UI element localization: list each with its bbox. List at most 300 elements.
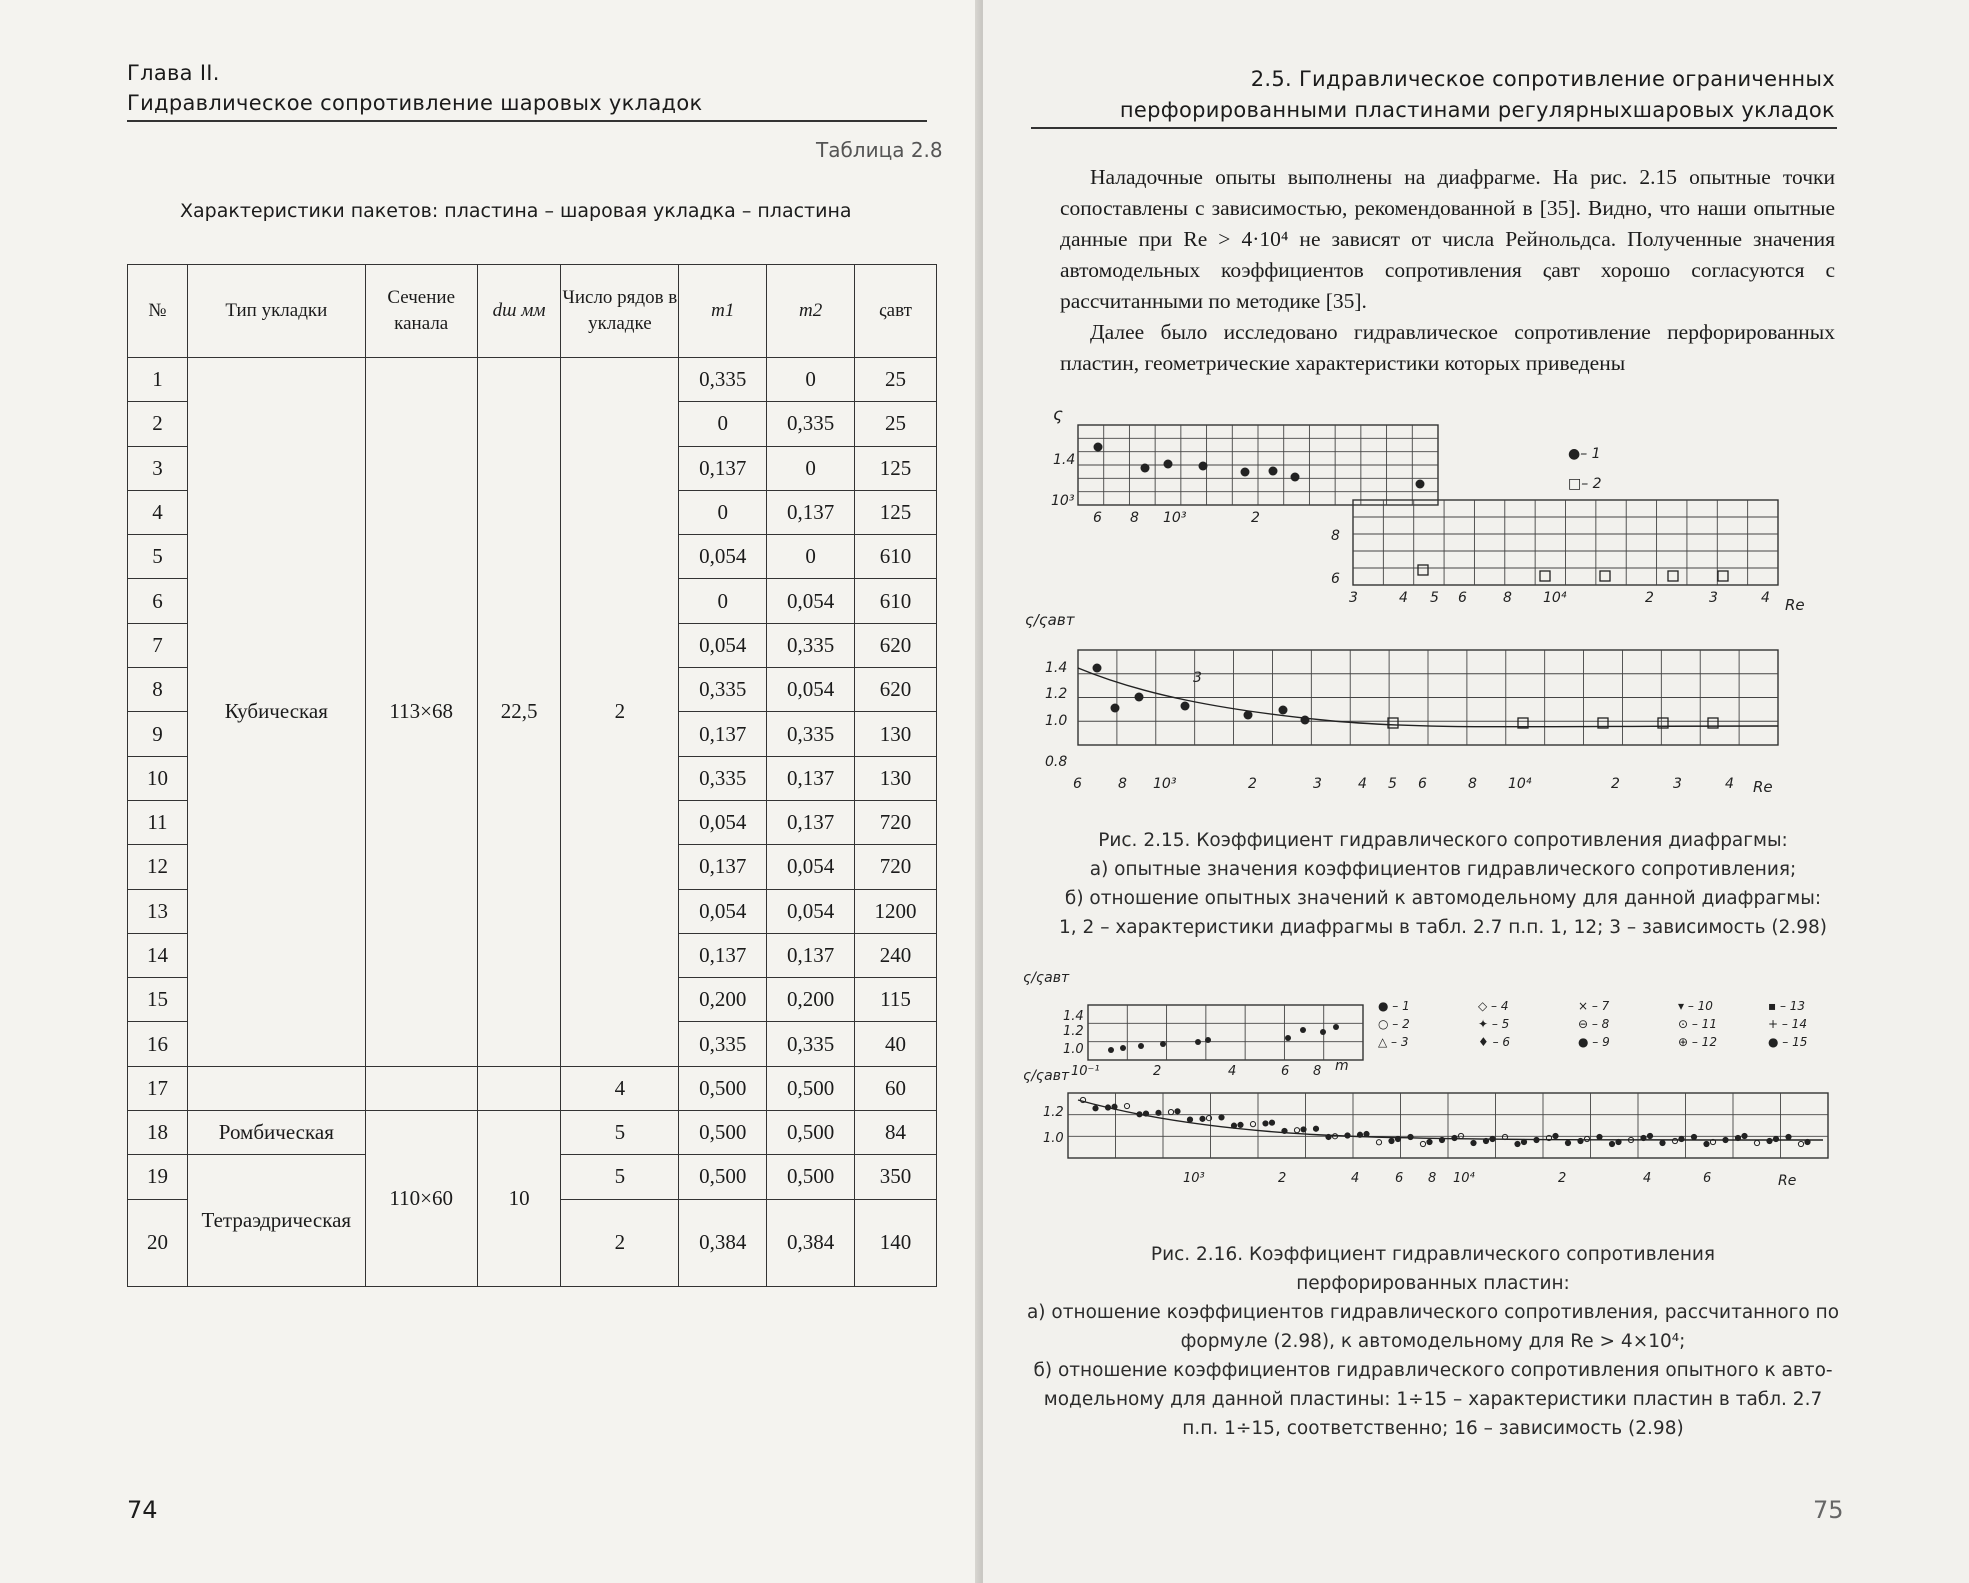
fig15a-point-1	[1141, 464, 1150, 473]
fig16-caption-line2: перфорированных пластин:	[1296, 1273, 1570, 1294]
fig16b-point	[1124, 1103, 1129, 1108]
m1-value: 0,137	[679, 845, 767, 889]
m2-value: 0	[767, 535, 855, 579]
fig15b-point-1	[1279, 706, 1288, 715]
zeta-value: 720	[855, 800, 937, 844]
fig15b-point-1	[1093, 664, 1102, 673]
fig16a-point	[1108, 1047, 1114, 1053]
fig15b-point-1	[1135, 693, 1144, 702]
fig16b-point	[1187, 1117, 1192, 1122]
fig16b-x-tick: 10⁴	[1453, 1171, 1475, 1186]
fig15a-point-2	[1600, 571, 1610, 581]
packing-type-cubic: Кубическая	[187, 358, 365, 1067]
fig16-caption-line6: модельному для данной пластины: 1÷15 – характеристики пластин в табл. 2.7	[1043, 1389, 1823, 1410]
fig16b-point	[1471, 1140, 1476, 1145]
m1-value: 0,335	[679, 1022, 767, 1066]
fig16b-x-tick: 2	[1278, 1171, 1287, 1186]
fig16b-point	[1553, 1133, 1558, 1138]
zeta-value: 1200	[855, 889, 937, 933]
fig16b-point	[1691, 1134, 1696, 1139]
fig16a-legend-item: ◇ – 4	[1478, 999, 1509, 1013]
zeta-value: 130	[855, 712, 937, 756]
m2-value: 0,335	[767, 402, 855, 446]
fig16a-x-tick: 6	[1281, 1064, 1290, 1079]
row-number: 19	[128, 1155, 188, 1199]
fig16b-point	[1345, 1133, 1350, 1138]
fig16b-point	[1168, 1109, 1173, 1114]
fig16a-tick-y: 1.2	[1063, 1024, 1084, 1039]
fig16a-point	[1333, 1024, 1339, 1030]
fig15b-x-tick: 2	[1611, 776, 1620, 792]
fig15a-x-tick-bottom: 2	[1645, 590, 1654, 606]
fig16b-point	[1704, 1141, 1709, 1146]
fig16a-legend-item: ⊕ – 12	[1678, 1035, 1717, 1049]
fig16b-point	[1672, 1138, 1677, 1143]
zeta-value: 610	[855, 535, 937, 579]
m2-value: 0,384	[767, 1199, 855, 1286]
row-count: 2	[561, 358, 679, 1067]
m2-value: 0,335	[767, 1022, 855, 1066]
fig16b-point	[1742, 1133, 1747, 1138]
fig16b-point	[1408, 1134, 1413, 1139]
fig16a-x-label: m	[1335, 1058, 1349, 1074]
fig15b-x-tick: 4	[1725, 776, 1734, 792]
fig15a-point-1	[1241, 468, 1250, 477]
fig16b-x-tick: 4	[1351, 1171, 1360, 1186]
fig16b-x-tick: 6	[1703, 1171, 1712, 1186]
m2-value: 0,500	[767, 1066, 855, 1110]
row-count: 5	[561, 1155, 679, 1199]
m1-value: 0,200	[679, 978, 767, 1022]
fig15a-x-tick-bottom: 6	[1458, 590, 1467, 606]
fig16a-legend-item: ▪ – 13	[1768, 999, 1806, 1013]
m1-value: 0	[679, 579, 767, 623]
zeta-value: 130	[855, 756, 937, 800]
table-row	[128, 1066, 937, 1110]
fig16a-point	[1205, 1037, 1211, 1043]
fig16b-point	[1200, 1116, 1205, 1121]
fig16-caption-line5: б) отношение коэффициентов гидравлического сопротивления опытного к авто-	[1033, 1360, 1833, 1381]
col-header-section: Сечение канала	[365, 265, 477, 358]
paragraph-2: Далее было исследовано гидравлическое сопротивление перфорированных пластин, геометрические характеристики которых приведены	[1060, 320, 1835, 375]
packing-type-cubic-cont	[187, 1066, 365, 1110]
fig16b-point	[1754, 1140, 1759, 1145]
fig16b-point	[1490, 1136, 1495, 1141]
row-number: 17	[128, 1066, 188, 1110]
fig16a-y-label: ς/ςавт	[1023, 970, 1070, 986]
row-count: 5	[561, 1111, 679, 1155]
fig15a-tick-y2: 8	[1331, 528, 1340, 544]
fig15-caption-line4: 1, 2 – характеристики диафрагмы в табл. 2.7 п.п. 1, 12; 3 – зависимость (2.98)	[1059, 917, 1827, 938]
packing-type-tetrahedral: Тетраэдрическая	[187, 1155, 365, 1286]
fig15-caption-line2: а) опытные значения коэффициентов гидравлического сопротивления;	[1089, 859, 1797, 880]
m1-value: 0,335	[679, 668, 767, 712]
fig16b-point	[1156, 1110, 1161, 1115]
fig16a-point	[1160, 1041, 1166, 1047]
m2-value: 0,335	[767, 712, 855, 756]
m2-value: 0,500	[767, 1155, 855, 1199]
fig15b-x-tick: 6	[1418, 776, 1427, 792]
m2-value: 0,200	[767, 978, 855, 1022]
m2-value: 0,137	[767, 490, 855, 534]
fig16-caption-line3: а) отношение коэффициентов гидравлического сопротивления, рассчитанного по	[1026, 1302, 1840, 1323]
zeta-value: 125	[855, 490, 937, 534]
m2-value: 0,054	[767, 889, 855, 933]
row-number: 16	[128, 1022, 188, 1066]
fig16b-point	[1263, 1121, 1268, 1126]
fig15a-x-tick-bottom: 4	[1399, 590, 1408, 606]
fig16b-point	[1597, 1134, 1602, 1139]
row-number: 8	[128, 668, 188, 712]
fig16b-x-tick: 2	[1558, 1171, 1567, 1186]
fig15a-x-tick-top: 10³	[1163, 510, 1187, 526]
fig15b-x-tick: 3	[1313, 776, 1322, 792]
fig16-caption-line7: п.п. 1÷15, соответственно; 16 – зависимость (2.98)	[1182, 1418, 1684, 1439]
m2-value: 0,054	[767, 668, 855, 712]
fig16a-legend-item: ● – 15	[1768, 1035, 1808, 1049]
m2-value: 0,335	[767, 623, 855, 667]
ball-diameter-blank	[477, 1066, 561, 1110]
fig15b-tick-y: 0.8	[1045, 754, 1068, 770]
zeta-value: 60	[855, 1066, 937, 1110]
fig16b-point	[1616, 1139, 1621, 1144]
zeta-value: 240	[855, 933, 937, 977]
fig15a-legend-2: □– 2	[1568, 476, 1602, 492]
fig15a-x-tick-bottom: 8	[1503, 590, 1512, 606]
m1-value: 0,054	[679, 623, 767, 667]
fig15a-x-tick-top: 8	[1130, 510, 1139, 526]
m2-value: 0,137	[767, 800, 855, 844]
fig16b-point	[1609, 1141, 1614, 1146]
fig16b-point	[1093, 1106, 1098, 1111]
fig16a-legend-item: ● – 1	[1378, 999, 1410, 1013]
fig16a-legend-item: ● – 9	[1578, 1035, 1610, 1049]
fig16b-point	[1313, 1126, 1318, 1131]
fig16a-x-tick: 8	[1313, 1064, 1322, 1079]
fig15a-x-tick-bottom: 4	[1761, 590, 1770, 606]
fig16b-point	[1483, 1138, 1488, 1143]
zeta-value: 115	[855, 978, 937, 1022]
fig16-caption-line1: Рис. 2.16. Коэффициент гидравлического сопротивления	[1150, 1244, 1716, 1265]
fig16b-x-tick: 4	[1643, 1171, 1652, 1186]
row-number: 18	[128, 1111, 188, 1155]
fig15b-point-1	[1181, 702, 1190, 711]
header-rule-right	[1031, 127, 1837, 129]
fig15a-point-2	[1418, 565, 1428, 575]
fig16a-legend-item: △ – 3	[1378, 1035, 1409, 1049]
chapter-label: Глава II.	[127, 61, 220, 85]
chapter-title: Гидравлическое сопротивление шаровых укладок	[127, 91, 703, 115]
m1-value: 0,054	[679, 535, 767, 579]
fig16b-point	[1427, 1139, 1432, 1144]
fig16b-point	[1231, 1123, 1236, 1128]
row-number: 20	[128, 1199, 188, 1286]
fig16b-point	[1137, 1112, 1142, 1117]
m1-value: 0	[679, 490, 767, 534]
fig16-caption-line4: формуле (2.98), к автомодельному для Re > 4×10⁴;	[1180, 1331, 1686, 1352]
m1-value: 0,500	[679, 1066, 767, 1110]
fig16b-point	[1515, 1141, 1520, 1146]
fig15b-tick-y: 1.2	[1045, 686, 1068, 702]
fig15b-point-1	[1301, 716, 1310, 725]
fig15b-x-tick: 2	[1248, 776, 1257, 792]
fig16a-legend-item: ♦ – 6	[1478, 1035, 1511, 1049]
row-number: 3	[128, 446, 188, 490]
col-header-zeta: ςавт	[855, 265, 937, 358]
fig15a-point-2	[1718, 571, 1728, 581]
fig16a-x-tick: 4	[1228, 1064, 1237, 1079]
fig15b-x-tick: 6	[1073, 776, 1082, 792]
m1-value: 0,054	[679, 889, 767, 933]
zeta-value: 25	[855, 358, 937, 402]
fig16a-point	[1195, 1039, 1201, 1045]
fig16b-point	[1143, 1111, 1148, 1116]
fig16a-legend-item: ○ – 2	[1378, 1017, 1410, 1031]
m2-value: 0,500	[767, 1111, 855, 1155]
row-number: 9	[128, 712, 188, 756]
page-number-left: 74	[127, 1496, 158, 1524]
fig16b-point	[1175, 1109, 1180, 1114]
fig15a-point-1	[1094, 443, 1103, 452]
table-number: Таблица 2.8	[816, 138, 943, 162]
row-number: 6	[128, 579, 188, 623]
zeta-value: 140	[855, 1199, 937, 1286]
col-header-m1: m1	[679, 265, 767, 358]
zeta-value: 620	[855, 623, 937, 667]
m2-value: 0,137	[767, 933, 855, 977]
fig16b-point	[1420, 1141, 1425, 1146]
fig16b-point	[1439, 1137, 1444, 1142]
figure-2-16	[1023, 960, 1843, 1210]
table-row	[128, 1111, 937, 1155]
fig16b-point	[1805, 1139, 1810, 1144]
row-number: 15	[128, 978, 188, 1022]
channel-section-2: 110×60	[365, 1111, 477, 1287]
fig15a-x-tick-bottom: 3	[1349, 590, 1358, 606]
fig15b-curve-label: 3	[1193, 670, 1202, 686]
fig16b-point	[1269, 1120, 1274, 1125]
fig16b-point	[1282, 1128, 1287, 1133]
fig16b-point	[1647, 1133, 1652, 1138]
fig16a-legend-item: ▾ – 10	[1678, 999, 1713, 1013]
fig16b-point	[1294, 1128, 1299, 1133]
fig16a-legend-item: ⊙ – 11	[1678, 1017, 1717, 1031]
col-header-rows: Число рядов в укладке	[561, 265, 679, 358]
zeta-value: 84	[855, 1111, 937, 1155]
fig15a-x-tick-top: 2	[1251, 510, 1260, 526]
fig16b-point	[1238, 1122, 1243, 1127]
fig16b-point	[1364, 1131, 1369, 1136]
ball-diameter: 22,5	[477, 358, 561, 1067]
fig16b-point	[1534, 1137, 1539, 1142]
fig16a-x-tick: 10⁻¹	[1071, 1064, 1100, 1079]
fig16b-point	[1767, 1138, 1772, 1143]
col-header-type: Тип укладки	[187, 265, 365, 358]
right-page	[983, 0, 1969, 1583]
m1-value: 0,137	[679, 933, 767, 977]
fig16b-point	[1301, 1127, 1306, 1132]
m1-value: 0,137	[679, 712, 767, 756]
fig16a-point	[1138, 1043, 1144, 1049]
fig15b-point-1	[1244, 711, 1253, 720]
fig16b-point	[1660, 1140, 1665, 1145]
fig16b-x-tick: 6	[1395, 1171, 1404, 1186]
packing-type-rhombic: Ромбическая	[187, 1111, 365, 1155]
fig16a-point	[1300, 1027, 1306, 1033]
fig15b-x-label: Re	[1753, 778, 1773, 796]
fig15b-tick-y: 1.0	[1045, 713, 1068, 729]
fig15a-x-tick-bottom: 10⁴	[1543, 590, 1567, 606]
fig15a-x-label: Re	[1785, 596, 1805, 614]
fig16b-point	[1326, 1134, 1331, 1139]
fig16-caption	[983, 1240, 1883, 1443]
fig16b-tick-y: 1.2	[1043, 1105, 1064, 1120]
fig15a-x-tick-bottom: 3	[1709, 590, 1718, 606]
left-page	[0, 0, 980, 1583]
fig15b-x-tick: 10⁴	[1508, 776, 1532, 792]
zeta-value: 610	[855, 579, 937, 623]
m2-value: 0,054	[767, 579, 855, 623]
fig16b-point	[1565, 1140, 1570, 1145]
col-header-m2: m2	[767, 265, 855, 358]
fig15a-point-2	[1540, 571, 1550, 581]
table-header-row	[128, 265, 937, 358]
fig16b-tick-y: 1.0	[1043, 1131, 1064, 1146]
fig16b-point	[1521, 1139, 1526, 1144]
fig15a-tick-y2: 6	[1331, 571, 1340, 587]
m1-value: 0,137	[679, 446, 767, 490]
fig16b-point	[1578, 1138, 1583, 1143]
fig15a-tick-y: 10³	[1051, 493, 1075, 509]
zeta-value: 25	[855, 402, 937, 446]
section-title-line2: перфорированными пластинами регулярныхшаровых укладок	[1119, 98, 1835, 122]
zeta-value: 720	[855, 845, 937, 889]
fig16b-point	[1395, 1136, 1400, 1141]
m2-value: 0	[767, 358, 855, 402]
zeta-value: 620	[855, 668, 937, 712]
row-number: 13	[128, 889, 188, 933]
fig16a-legend-item: ⊖ – 8	[1578, 1017, 1610, 1031]
zeta-value: 350	[855, 1155, 937, 1199]
row-count: 4	[561, 1066, 679, 1110]
fig15b-y-label: ς/ςавт	[1025, 611, 1075, 629]
zeta-value: 40	[855, 1022, 937, 1066]
header-rule	[127, 120, 927, 122]
m1-value: 0,500	[679, 1155, 767, 1199]
fig15b-x-tick: 8	[1468, 776, 1477, 792]
m1-value: 0,335	[679, 358, 767, 402]
fig16b-x-label: Re	[1778, 1173, 1797, 1189]
fig16b-y-label: ς/ςавт	[1023, 1068, 1070, 1084]
row-number: 4	[128, 490, 188, 534]
fig16b-point	[1112, 1104, 1117, 1109]
row-number: 11	[128, 800, 188, 844]
table-row	[128, 358, 937, 402]
row-number: 7	[128, 623, 188, 667]
m1-value: 0	[679, 402, 767, 446]
fig16b-point	[1376, 1140, 1381, 1145]
fig16b-point	[1679, 1136, 1684, 1141]
row-number: 5	[128, 535, 188, 579]
fig15a-point-1	[1269, 467, 1278, 476]
paragraph-1: Наладочные опыты выполнены на диафрагме. На рис. 2.15 опытные точки сопоставлены с зависимостью, рекомендованной в [35]. Видно, что наши опытные данные при Re > 4·10⁴ не зависят от числа Рейнольдса. Полученные значения автомодельных коэффициентов сопротивления ςавт хорошо согласуются с рассчитанными по методике [35].	[1060, 165, 1835, 313]
fig16b-x-tick: 8	[1428, 1171, 1437, 1186]
row-number: 10	[128, 756, 188, 800]
fig16b-point	[1798, 1141, 1803, 1146]
fig16a-point	[1120, 1045, 1126, 1051]
fig15-caption-line1: Рис. 2.15. Коэффициент гидравлического сопротивления диафрагмы:	[1098, 830, 1788, 851]
fig15-caption	[1003, 826, 1883, 942]
fig15a-point-1	[1416, 480, 1425, 489]
fig16b-point	[1219, 1115, 1224, 1120]
fig16b-point	[1641, 1135, 1646, 1140]
row-number: 1	[128, 358, 188, 402]
m2-value: 0,054	[767, 845, 855, 889]
characteristics-table	[127, 264, 937, 1287]
fig16b-point	[1250, 1122, 1255, 1127]
fig15b-x-tick: 10³	[1153, 776, 1177, 792]
fig16b-x-tick: 10³	[1183, 1171, 1205, 1186]
fig16b-point	[1735, 1135, 1740, 1140]
m1-value: 0,500	[679, 1111, 767, 1155]
col-header-number: №	[128, 265, 188, 358]
fig15a-point-1	[1291, 473, 1300, 482]
fig15b-point-1	[1111, 704, 1120, 713]
channel-section: 113×68	[365, 358, 477, 1067]
row-number: 12	[128, 845, 188, 889]
fig16a-x-tick: 2	[1153, 1064, 1162, 1079]
zeta-value: 125	[855, 446, 937, 490]
section-title-line1: 2.5. Гидравлическое сопротивление ограниченных	[1250, 67, 1835, 91]
row-number: 14	[128, 933, 188, 977]
fig15a-legend-1: ●– 1	[1568, 446, 1601, 462]
fig16b-point	[1452, 1135, 1457, 1140]
fig16a-legend-item: + – 14	[1768, 1017, 1807, 1031]
fig16b-point	[1584, 1136, 1589, 1141]
fig15-caption-line3: б) отношение опытных значений к автомодельному для данной диафрагмы:	[1064, 888, 1822, 909]
fig15a-point-1	[1199, 462, 1208, 471]
row-number: 2	[128, 402, 188, 446]
fig16a-tick-y: 1.4	[1063, 1009, 1084, 1024]
fig15b-x-tick: 8	[1118, 776, 1127, 792]
fig16a-tick-y: 1.0	[1063, 1042, 1084, 1057]
ball-diameter-2: 10	[477, 1111, 561, 1287]
m2-value: 0,137	[767, 756, 855, 800]
fig15a-point-1	[1164, 460, 1173, 469]
m1-value: 0,335	[679, 756, 767, 800]
fig16a-point	[1285, 1035, 1291, 1041]
fig15a-tick-y: 1.4	[1053, 452, 1076, 468]
col-header-diameter: dш мм	[477, 265, 561, 358]
row-count: 2	[561, 1199, 679, 1286]
page-number-right: 75	[1813, 1496, 1844, 1524]
fig15b-x-tick: 5	[1388, 776, 1397, 792]
fig16a-legend-item: ✦ – 5	[1478, 1017, 1510, 1031]
fig16a-point	[1320, 1029, 1326, 1035]
fig15b-x-tick: 4	[1358, 776, 1367, 792]
fig15a-y-label: ς	[1053, 405, 1063, 425]
fig16b-point	[1389, 1138, 1394, 1143]
table-body	[128, 358, 937, 1287]
fig16b-point	[1723, 1137, 1728, 1142]
fig15a-x-tick-top: 6	[1093, 510, 1102, 526]
fig15a-point-2	[1668, 571, 1678, 581]
fig16b-point	[1786, 1134, 1791, 1139]
fig16a-legend-item: × – 7	[1578, 999, 1610, 1013]
fig15b-tick-y: 1.4	[1045, 660, 1068, 676]
fig16b-point	[1357, 1132, 1362, 1137]
fig15b-x-tick: 3	[1673, 776, 1682, 792]
